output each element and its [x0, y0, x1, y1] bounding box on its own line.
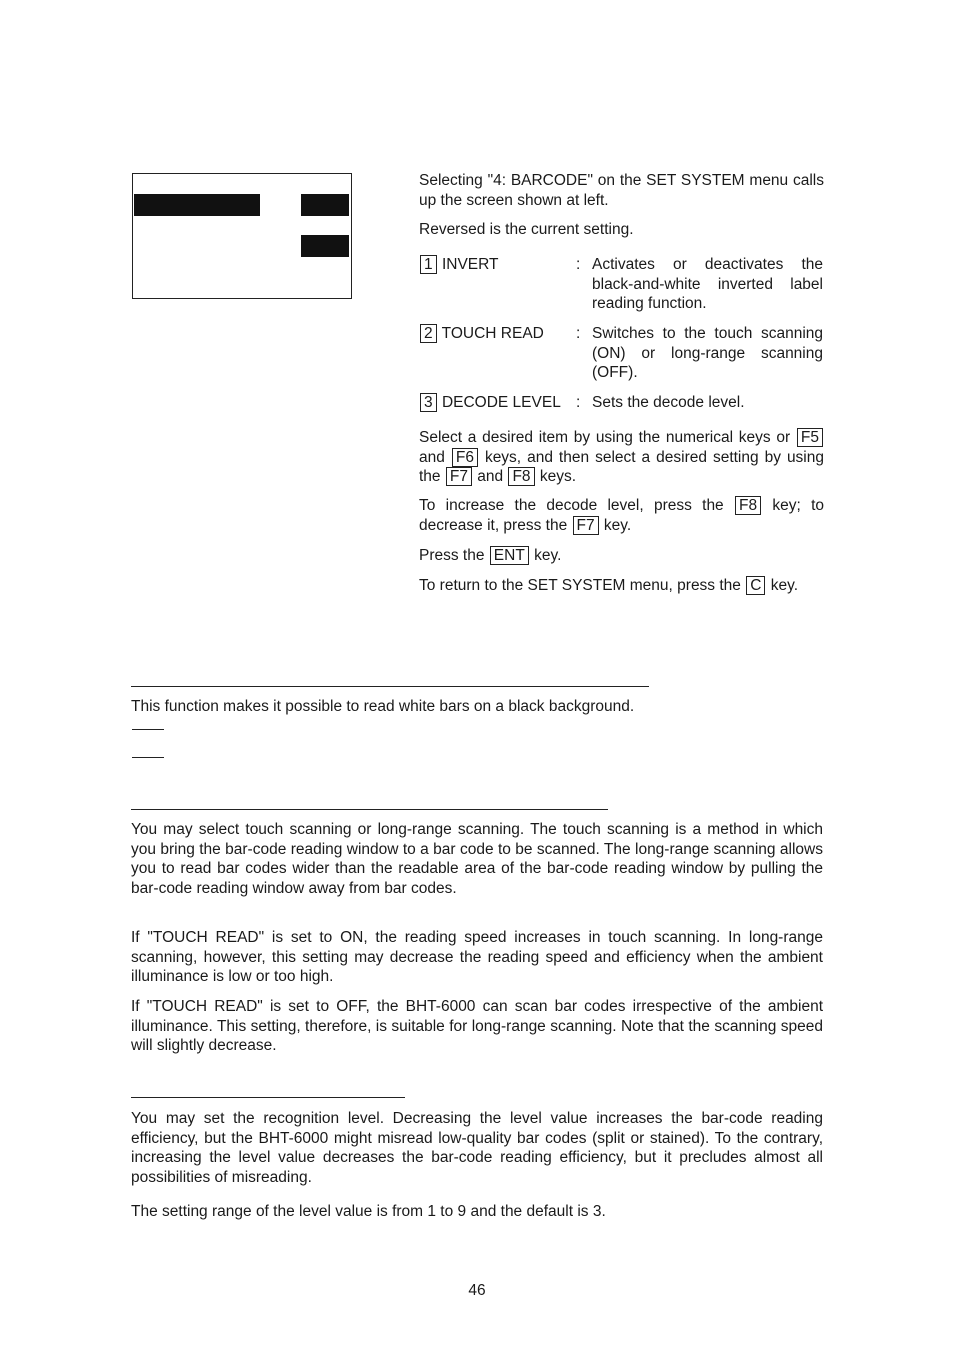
- reversed-setting-bar: [134, 194, 260, 216]
- item-description: Activates or deactivates the black-and-white inverted label reading function.: [592, 256, 823, 312]
- intro-note: Reversed is the current setting.: [419, 221, 634, 238]
- item-colon: :: [576, 325, 581, 342]
- section-rule: [131, 809, 608, 810]
- select-instruction: Select a desired item by using the numerical keys or F5 and F6 keys, and then select a desired setting by using the F7 and F8 keys.: [419, 429, 824, 485]
- key-f8: F8: [508, 467, 534, 486]
- section-rule: [131, 1097, 405, 1098]
- enter-instruction: Press the ENT key.: [419, 547, 562, 564]
- decode-instruction: To increase the decode level, press the F8 key; to decrease it, press the F7 key.: [419, 497, 825, 534]
- touch-read-paragraph: If "TOUCH READ" is set to ON, the reading speed increases in touch scanning. In long-range scanning, however, this setting may decrease the reading speed and efficiency when the ambient illuminance is low or too high.: [131, 929, 823, 985]
- return-instruction: To return to the SET SYSTEM menu, press the C key.: [419, 577, 799, 594]
- item-label: DECODE LEVEL: [441, 394, 561, 411]
- item-label: TOUCH READ: [441, 325, 544, 342]
- touch-read-paragraph: If "TOUCH READ" is set to OFF, the BHT-6000 can scan bar codes irrespective of the ambient illuminance. This setting, therefore, is suitable for long-range scanning. Note that the scanning speed will slightly decrease.: [131, 998, 823, 1054]
- key-f7: F7: [446, 467, 472, 486]
- reversed-setting-bar: [301, 194, 349, 216]
- option-marker: [132, 757, 164, 758]
- invert-section-text: This function makes it possible to read white bars on a black background.: [131, 698, 635, 715]
- touch-read-paragraph: You may select touch scanning or long-range scanning. The touch scanning is a method in which you bring the bar-code reading window to a bar code to be scanned. The long-range scanning allows you to read bar codes wider than the readable area of the bar-code reading window by pulling the bar-code reading window away from bar codes.: [131, 821, 823, 897]
- item-description: Switches to the touch scanning (ON) or long-range scanning (OFF).: [592, 325, 823, 381]
- decode-level-paragraph: The setting range of the level value is from 1 to 9 and the default is 3.: [131, 1203, 606, 1220]
- key-1: 1: [420, 255, 437, 274]
- item-colon: :: [576, 394, 581, 411]
- decode-level-paragraph: You may set the recognition level. Decreasing the level value increases the bar-code reading efficiency, but the BHT-6000 might misread low-quality bar codes (split or stained). To the contrary, increasing the level value decreases the bar-code reading efficiency, but it precludes almost all possibilities of misreading.: [131, 1110, 823, 1186]
- item-colon: :: [576, 256, 581, 273]
- key-2: 2: [420, 324, 437, 343]
- item-description: Sets the decode level.: [592, 394, 745, 411]
- key-c: C: [746, 576, 765, 595]
- section-rule: [131, 686, 649, 687]
- key-f6: F6: [452, 448, 478, 467]
- page-number: 46: [468, 1282, 486, 1299]
- intro-paragraph: Selecting "4: BARCODE" on the SET SYSTEM menu calls up the screen shown at left.: [419, 172, 824, 209]
- key-3: 3: [420, 393, 437, 412]
- key-ent: ENT: [490, 546, 529, 565]
- reversed-setting-bar: [301, 235, 349, 257]
- item-label: INVERT: [441, 256, 499, 273]
- screen-illustration: [132, 173, 352, 299]
- option-marker: [132, 729, 164, 730]
- key-f8: F8: [735, 496, 761, 515]
- key-f7: F7: [573, 516, 599, 535]
- key-f5: F5: [797, 428, 823, 447]
